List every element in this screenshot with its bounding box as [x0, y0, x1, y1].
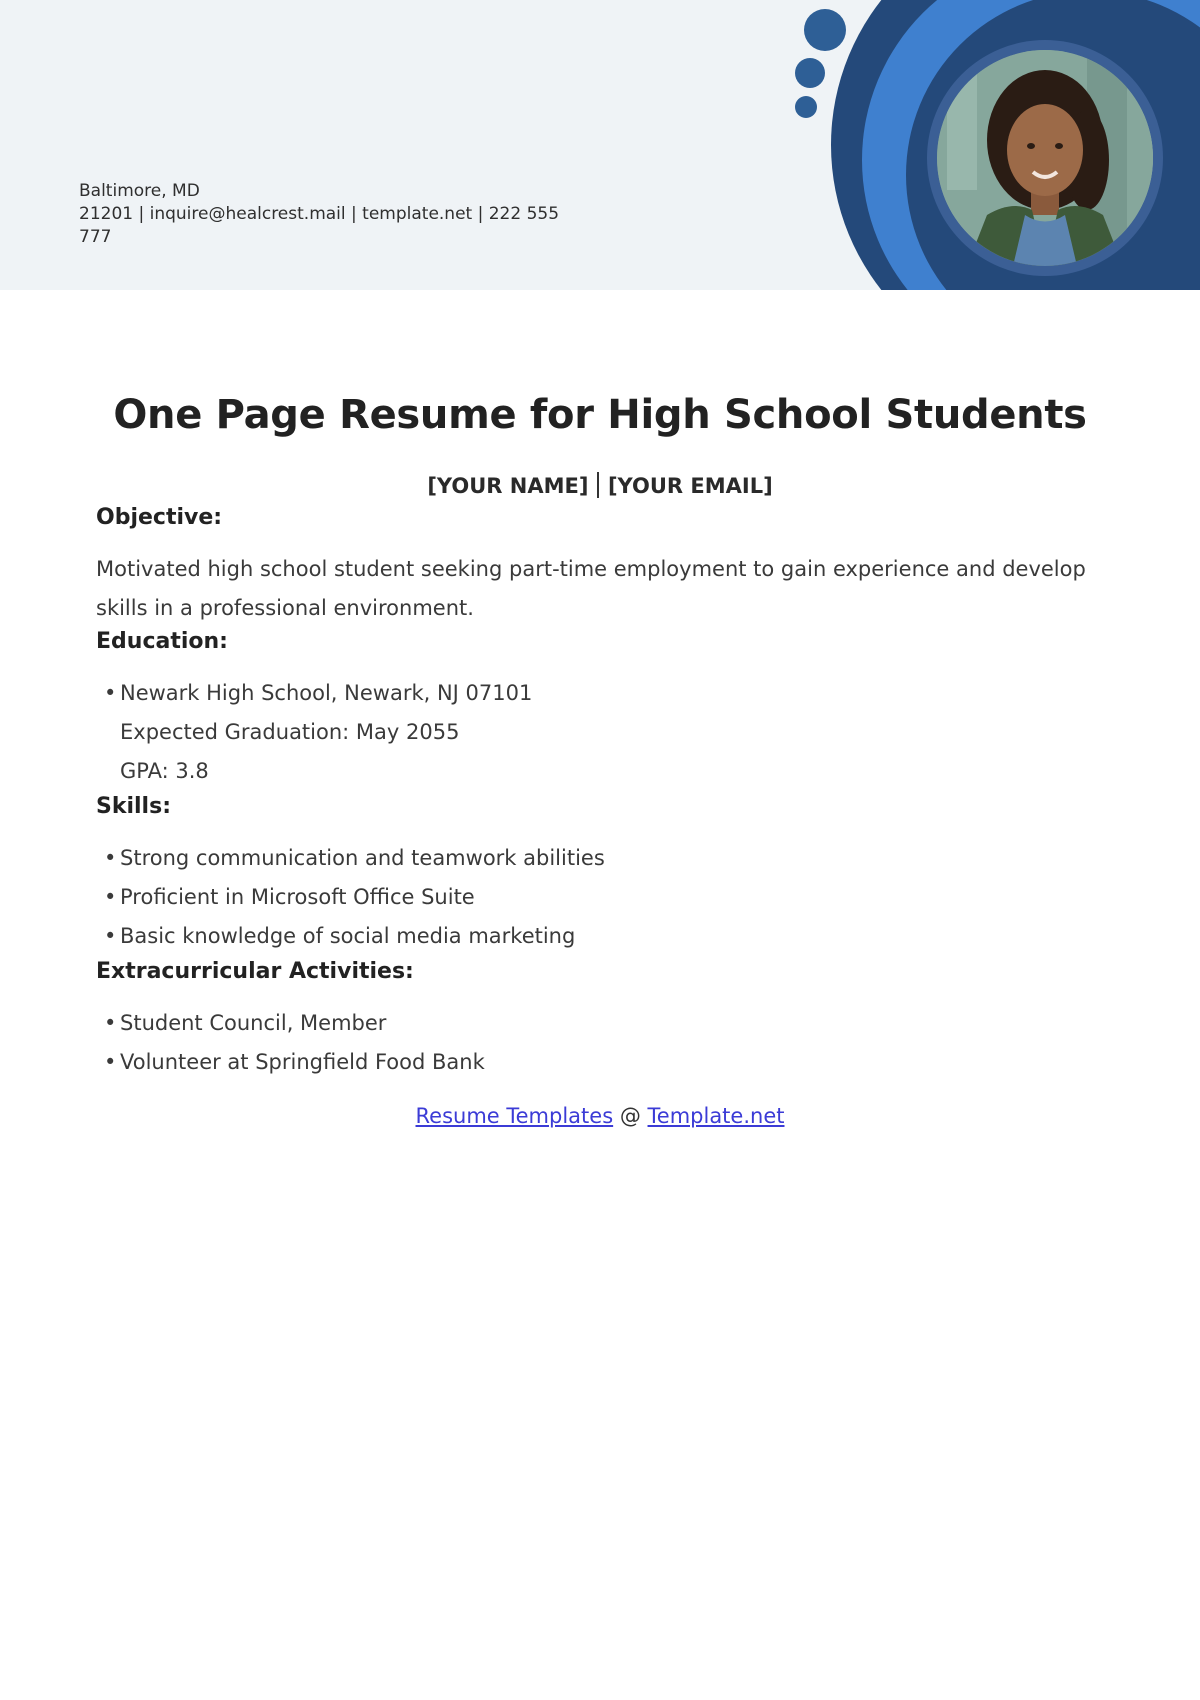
education-list [96, 674, 1106, 791]
list-item [104, 917, 1106, 956]
decor-dot-small [795, 96, 817, 118]
skill-text: Strong communication and teamwork abilities [120, 846, 605, 870]
email-placeholder: [YOUR EMAIL] [607, 474, 773, 498]
list-item [104, 674, 1106, 791]
resume-templates-link[interactable]: Resume Templates [415, 1104, 614, 1128]
decor-dot-medium [795, 58, 825, 88]
vertical-divider [597, 472, 599, 498]
bullet-icon: • [104, 846, 117, 870]
activities-list [96, 1004, 1106, 1082]
list-item [104, 878, 1106, 917]
education-school: Newark High School, Newark, NJ 07101 [120, 681, 533, 705]
education-graduation: Expected Graduation: May 2055 [120, 720, 460, 744]
bullet-icon: • [104, 1011, 117, 1035]
decor-dot-large [804, 9, 846, 51]
template-net-link[interactable]: Template.net [647, 1104, 785, 1128]
activity-text: Volunteer at Springfield Food Bank [120, 1050, 485, 1074]
bullet-icon: • [104, 885, 117, 909]
activities-section [96, 956, 1106, 1082]
education-heading: Education: [96, 629, 228, 654]
skills-heading: Skills: [96, 794, 171, 819]
resume-content [96, 502, 1106, 1082]
profile-photo [937, 50, 1153, 266]
skill-text: Basic knowledge of social media marketing [120, 924, 576, 948]
bullet-icon: • [104, 1050, 117, 1074]
objective-section [96, 502, 1106, 628]
contact-phone-end: 777 [79, 227, 112, 247]
objective-heading: Objective: [96, 505, 223, 530]
profile-photo-frame [927, 40, 1163, 276]
skills-list [96, 839, 1106, 956]
list-item [104, 839, 1106, 878]
objective-text: Motivated high school student seeking part-time employment to gain experience and develop skills in a professional environment. [96, 557, 1086, 620]
activities-heading: Extracurricular Activities: [96, 959, 414, 984]
bullet-icon: • [104, 924, 117, 948]
at-separator: @ [619, 1104, 641, 1128]
name-email-line [0, 472, 1200, 498]
contact-details: 21201 | inquire@healcrest.mail | template.net | 222 555 [79, 204, 560, 224]
list-item [104, 1043, 1106, 1082]
contact-city: Baltimore, MD [79, 181, 200, 201]
skills-section [96, 791, 1106, 956]
page-title: One Page Resume for High School Students [113, 392, 1087, 438]
header-band [0, 0, 1200, 290]
education-section [96, 626, 1106, 791]
name-placeholder: [YOUR NAME] [427, 474, 589, 498]
list-item [104, 1004, 1106, 1043]
skill-text: Proficient in Microsoft Office Suite [120, 885, 475, 909]
person-illustration [937, 50, 1153, 266]
education-gpa: GPA: 3.8 [120, 759, 209, 783]
activity-text: Student Council, Member [120, 1011, 387, 1035]
footer-links [0, 1104, 1200, 1128]
bullet-icon: • [104, 681, 117, 705]
